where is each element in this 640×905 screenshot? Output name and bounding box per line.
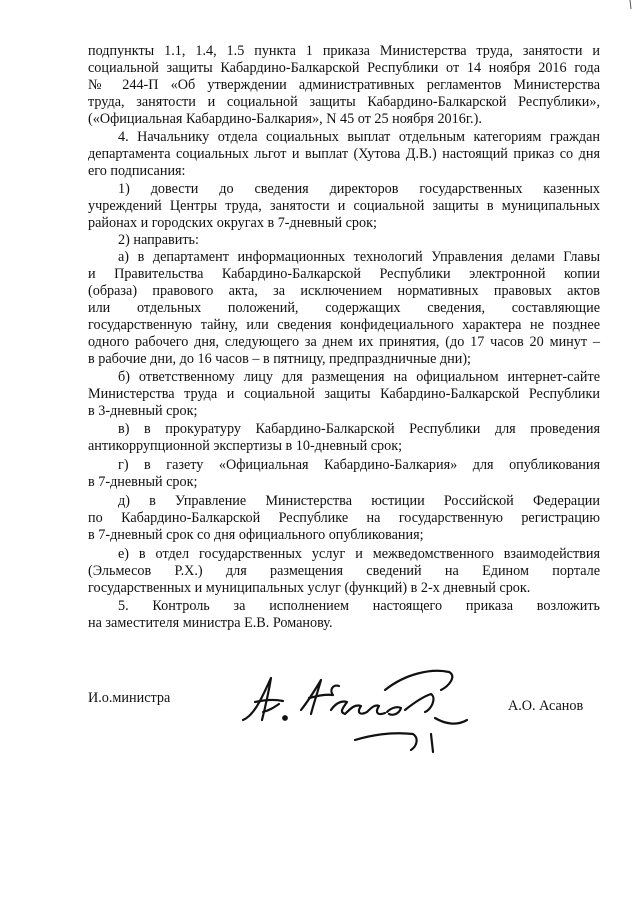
item-e-start: е) в отдел государственных услуг и межведомственного взаимодействия	[118, 546, 600, 562]
text-line: его подписания:	[88, 163, 186, 179]
text-line: на заместителя министра Е.В. Романову.	[88, 615, 333, 631]
text-line: подпункты 1.1, 1.4, 1.5 пункта 1 приказа Министерства труда, занятости и	[88, 43, 600, 59]
text-line: и Правительства Кабардино-Балкарской Республики электронной копии	[88, 266, 600, 282]
text-line: государственных и муниципальных услуг (функций) в 2-х дневный срок.	[88, 580, 531, 596]
text-line: в 7-дневный срок со дня официального опубликования;	[88, 527, 424, 543]
text-line: или отдельных положений, содержащих сведения, составляющие	[88, 300, 600, 316]
text-line: труда, занятости и социальной защиты Кабардино-Балкарской Республики»,	[88, 94, 600, 110]
item-d-start: д) в Управление Министерства юстиции Российской Федерации	[118, 493, 600, 509]
scan-mark	[628, 0, 634, 10]
text-line: одного рабочего дня, следующего за днем их принятия, (до 17 часов 20 минут –	[88, 334, 600, 350]
signatory-title: И.о.министра	[88, 690, 171, 706]
text-line: (образа) правового акта, за исключением нормативных правовых актов	[88, 283, 600, 299]
text-line: по Кабардино-Балкарской Республике на государственную регистрацию	[88, 510, 600, 526]
text-line: в 7-дневный срок;	[88, 474, 198, 490]
text-line: учреждений Центры труда, занятости и социальной защиты в муниципальных	[88, 198, 600, 214]
item-v-start: в) в прокуратуру Кабардино-Балкарской Республики для проведения	[118, 421, 600, 437]
text-line: Министерства труда и социальной защиты Кабардино-Балкарской Республики	[88, 386, 600, 402]
text-line: департамента социальных льгот и выплат (Хутова Д.В.) настоящий приказ со дня	[88, 146, 600, 162]
text-line: № 244-П «Об утверждении административных регламентов Министерства	[88, 77, 600, 93]
text-line: антикоррупционной экспертизы в 10-дневный срок;	[88, 438, 403, 454]
item-2-start: 2) направить:	[118, 232, 199, 248]
item-b-start: б) ответственному лицу для размещения на официальном интернет-сайте	[118, 369, 600, 385]
text-line: социальной защиты Кабардино-Балкарской Республики от 14 ноября 2016 года	[88, 60, 600, 76]
text-line: государственную тайну, или сведения конфидециального характера не позднее	[88, 317, 600, 333]
text-line: в рабочие дни, до 16 часов – в пятницу, предпраздничные дни);	[88, 351, 471, 367]
item-1-start: 1) довести до сведения директоров государственных казенных	[118, 181, 600, 197]
paragraph-5-start: 5. Контроль за исполнением настоящего приказа возложить	[118, 598, 600, 614]
text-line: («Официальная Кабардино-Балкария», N 45 от 25 ноября 2016г.).	[88, 111, 482, 127]
signatory-name: А.О. Асанов	[508, 698, 584, 714]
item-g-start: г) в газету «Официальная Кабардино-Балкария» для опубликования	[118, 457, 600, 473]
item-a-start: а) в департамент информационных технологий Управления делами Главы	[118, 249, 600, 265]
handwritten-signature	[235, 660, 485, 760]
text-line: (Эльмесов Р.Х.) для размещения сведений на Едином портале	[88, 563, 600, 579]
paragraph-4-start: 4. Начальнику отдела социальных выплат отдельным категориям граждан	[118, 129, 600, 145]
text-line: в 3-дневный срок;	[88, 403, 198, 419]
text-line: районах и городских округах в 7-дневный срок;	[88, 215, 377, 231]
